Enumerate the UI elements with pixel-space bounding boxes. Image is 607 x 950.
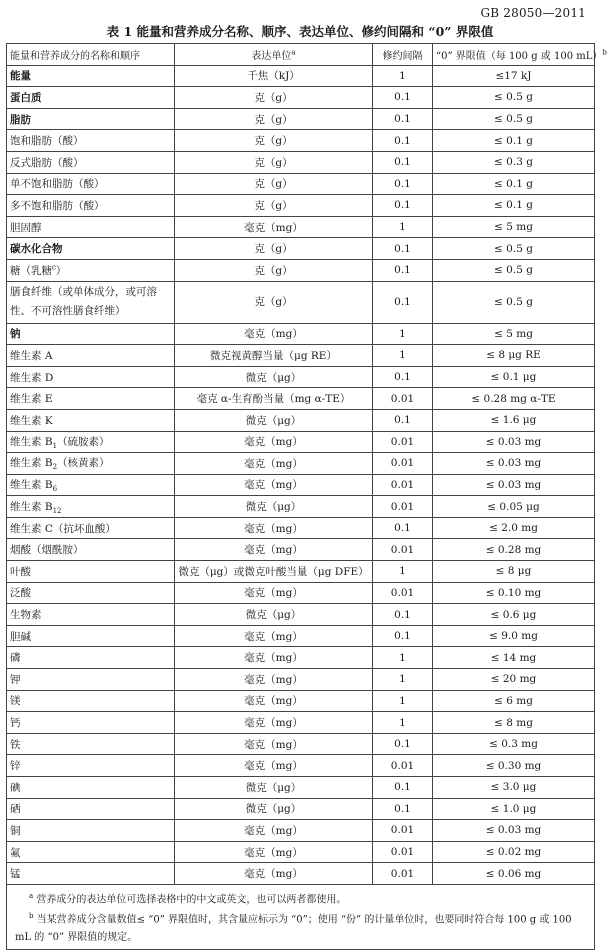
footnote-b: $^b$ 当某营养成分含量数值≤ “0” 界限值时，其含量应标示为 “0”；使用 “份” 的计量单位时，也要同时符合每 100 g 或 100 mL 的 “0” 界限值的规定。 — [15, 912, 572, 943]
interval-cell: 0.01 — [373, 431, 433, 453]
interval-cell: 0.01 — [373, 539, 433, 561]
interval-cell: 1 — [373, 647, 433, 669]
limit-cell: ≤ 0.1 g — [433, 173, 595, 195]
table-row — [7, 238, 595, 260]
interval-cell: 0.1 — [373, 409, 433, 431]
nutrient-table — [6, 43, 607, 950]
limit-cell: ≤ 6 mg — [433, 690, 595, 712]
interval-cell: 0.01 — [373, 841, 433, 863]
interval-cell: 0.1 — [373, 238, 433, 260]
interval-cell: 0.1 — [373, 195, 433, 217]
limit-cell: ≤ 0.10 mg — [433, 582, 595, 604]
limit-cell: ≤ 0.1 μg — [433, 366, 595, 388]
nutrient-name: 维生素 $B_1$（硫胺素） — [7, 431, 175, 453]
table-row — [7, 863, 595, 885]
limit-cell: ≤ 8 μg — [433, 561, 595, 583]
interval-cell: 0.01 — [373, 496, 433, 518]
interval-cell: 0.1 — [373, 798, 433, 820]
limit-cell: ≤ 5 mg — [433, 323, 595, 345]
table-row — [7, 841, 595, 863]
table-row — [7, 582, 595, 604]
table-row — [7, 431, 595, 453]
table-row — [7, 755, 595, 777]
limit-cell: ≤ 0.03 mg — [433, 453, 595, 475]
nutrient-name: 生物素 — [7, 604, 175, 626]
limit-cell: ≤ 0.05 μg — [433, 496, 595, 518]
header-limit: “0” 界限值（每 100 g 或 100 mL）$^b$ — [433, 44, 595, 66]
limit-cell: ≤ 0.5 g — [433, 108, 595, 130]
interval-cell: 0.01 — [373, 453, 433, 475]
nutrient-name: 钾 — [7, 669, 175, 691]
unit-cell: 微克（μg）或微克叶酸当量（μg DFE） — [175, 561, 373, 583]
table-row — [7, 366, 595, 388]
nutrient-name: 维生素 K — [7, 409, 175, 431]
nutrient-name: 维生素 C（抗坏血酸） — [7, 517, 175, 539]
unit-cell: 毫克（mg） — [175, 841, 373, 863]
unit-cell: 毫克 α-生育酚当量（mg α-TE） — [175, 388, 373, 410]
nutrient-name: 膳食纤维（或单体成分，或可溶性、不可溶性膳食纤维） — [7, 281, 175, 323]
unit-cell: 毫克（mg） — [175, 323, 373, 345]
limit-cell: ≤ 1.0 μg — [433, 798, 595, 820]
unit-cell: 克（g） — [175, 130, 373, 152]
table-row — [7, 604, 595, 626]
interval-cell: 0.1 — [373, 733, 433, 755]
table-row — [7, 517, 595, 539]
nutrient-name: 铁 — [7, 733, 175, 755]
table-row — [7, 733, 595, 755]
interval-cell: 0.1 — [373, 281, 433, 323]
table-row — [7, 669, 595, 691]
table-row — [7, 216, 595, 238]
unit-cell: 微克（μg） — [175, 409, 373, 431]
unit-cell: 微克（μg） — [175, 604, 373, 626]
interval-cell: 0.1 — [373, 173, 433, 195]
interval-cell: 1 — [373, 561, 433, 583]
nutrient-name: 胆碱 — [7, 625, 175, 647]
table-row — [7, 323, 595, 345]
limit-cell: ≤ 0.30 mg — [433, 755, 595, 777]
table-row — [7, 496, 595, 518]
table-row — [7, 539, 595, 561]
header-name: 能量和营养成分的名称和顺序 — [7, 44, 175, 66]
unit-cell: 克（g） — [175, 195, 373, 217]
table-row — [7, 259, 595, 281]
nutrient-name: 反式脂肪（酸） — [7, 151, 175, 173]
table-row — [7, 87, 595, 109]
header-interval: 修约间隔 — [373, 44, 433, 66]
nutrient-name: 维生素 E — [7, 388, 175, 410]
interval-cell: 0.01 — [373, 755, 433, 777]
interval-cell: 1 — [373, 669, 433, 691]
nutrient-name: 氟 — [7, 841, 175, 863]
unit-cell: 克（g） — [175, 173, 373, 195]
interval-cell: 0.1 — [373, 259, 433, 281]
nutrient-name: 铜 — [7, 820, 175, 842]
limit-cell: ≤ 20 mg — [433, 669, 595, 691]
unit-cell: 毫克（mg） — [175, 582, 373, 604]
interval-cell: 0.1 — [373, 625, 433, 647]
limit-cell: ≤ 9.0 mg — [433, 625, 595, 647]
table-row — [7, 173, 595, 195]
nutrient-name: 烟酸（烟酰胺） — [7, 539, 175, 561]
table-row — [7, 345, 595, 367]
limit-cell: ≤ 0.1 g — [433, 130, 595, 152]
unit-cell: 毫克（mg） — [175, 712, 373, 734]
limit-cell: ≤ 0.5 g — [433, 87, 595, 109]
unit-cell: 微克（μg） — [175, 798, 373, 820]
unit-cell: 毫克（mg） — [175, 474, 373, 496]
footnote-a: $^a$ 营养成分的表达单位可选择表格中的中文或英文，也可以两者都使用。 — [29, 891, 347, 906]
unit-cell: 微克（μg） — [175, 496, 373, 518]
table-row — [7, 453, 595, 475]
table-row — [7, 108, 595, 130]
table-row — [7, 130, 595, 152]
limit-cell: ≤ 0.03 mg — [433, 431, 595, 453]
limit-cell: ≤ 8 μg RE — [433, 345, 595, 367]
unit-cell: 毫克（mg） — [175, 431, 373, 453]
nutrient-name: 锌 — [7, 755, 175, 777]
table-row — [7, 195, 595, 217]
limit-cell: ≤ 0.5 g — [433, 281, 595, 323]
table-row — [7, 65, 595, 87]
unit-cell: 千焦（kJ） — [175, 65, 373, 87]
interval-cell: 0.1 — [373, 777, 433, 799]
unit-cell: 毫克（mg） — [175, 647, 373, 669]
limit-cell: ≤ 2.0 mg — [433, 517, 595, 539]
limit-cell: ≤ 0.28 mg — [433, 539, 595, 561]
unit-cell: 克（g） — [175, 87, 373, 109]
table-row — [7, 820, 595, 842]
interval-cell: 0.1 — [373, 517, 433, 539]
unit-cell: 毫克（mg） — [175, 820, 373, 842]
standard-number: GB 28050—2011 — [480, 6, 586, 20]
nutrient-name: 碳水化合物 — [7, 238, 175, 260]
limit-cell: ≤ 1.6 μg — [433, 409, 595, 431]
table-row — [7, 777, 595, 799]
nutrient-name: 碘 — [7, 777, 175, 799]
limit-cell: ≤ 0.02 mg — [433, 841, 595, 863]
unit-cell: 克（g） — [175, 238, 373, 260]
nutrient-name: 叶酸 — [7, 561, 175, 583]
limit-cell: ≤ 5 mg — [433, 216, 595, 238]
interval-cell: 0.1 — [373, 130, 433, 152]
table-row — [7, 388, 595, 410]
nutrient-table-container — [6, 43, 607, 950]
nutrient-name: 钙 — [7, 712, 175, 734]
table-row — [7, 474, 595, 496]
nutrient-name: 锰 — [7, 863, 175, 885]
header-unit: 表达单位$^a$ — [175, 44, 373, 66]
interval-cell: 1 — [373, 345, 433, 367]
nutrient-name: 单不饱和脂肪（酸） — [7, 173, 175, 195]
table-row — [7, 712, 595, 734]
table-row — [7, 647, 595, 669]
interval-cell: 0.01 — [373, 820, 433, 842]
limit-cell: ≤ 0.6 μg — [433, 604, 595, 626]
limit-cell: ≤ 0.3 g — [433, 151, 595, 173]
limit-cell: ≤ 0.1 g — [433, 195, 595, 217]
interval-cell: 1 — [373, 712, 433, 734]
limit-cell: ≤ 0.03 mg — [433, 474, 595, 496]
unit-cell: 毫克（mg） — [175, 216, 373, 238]
limit-cell: ≤ 0.5 g — [433, 259, 595, 281]
limit-cell: ≤ 0.3 mg — [433, 733, 595, 755]
nutrient-name: 胆固醇 — [7, 216, 175, 238]
unit-cell: 微克（μg） — [175, 366, 373, 388]
nutrient-name: 维生素 $B_{12}$ — [7, 496, 175, 518]
table-row — [7, 798, 595, 820]
table-row — [7, 625, 595, 647]
nutrient-name: 糖（乳糖$^c$） — [7, 259, 175, 281]
nutrient-name: 镁 — [7, 690, 175, 712]
table-row — [7, 690, 595, 712]
interval-cell: 1 — [373, 65, 433, 87]
interval-cell: 0.1 — [373, 108, 433, 130]
unit-cell: 克（g） — [175, 151, 373, 173]
unit-cell: 毫克（mg） — [175, 625, 373, 647]
nutrient-name: 钠 — [7, 323, 175, 345]
limit-cell: ≤ 0.28 mg α-TE — [433, 388, 595, 410]
table-row — [7, 151, 595, 173]
interval-cell: 0.1 — [373, 366, 433, 388]
unit-cell: 毫克（mg） — [175, 517, 373, 539]
interval-cell: 1 — [373, 323, 433, 345]
unit-cell: 毫克（mg） — [175, 539, 373, 561]
interval-cell: 0.1 — [373, 604, 433, 626]
nutrient-name: 硒 — [7, 798, 175, 820]
unit-cell: 毫克（mg） — [175, 863, 373, 885]
unit-cell: 微克（μg） — [175, 777, 373, 799]
unit-cell: 毫克（mg） — [175, 669, 373, 691]
unit-cell: 毫克（mg） — [175, 755, 373, 777]
nutrient-name: 磷 — [7, 647, 175, 669]
unit-cell: 克（g） — [175, 108, 373, 130]
interval-cell: 1 — [373, 690, 433, 712]
limit-cell: ≤ 0.03 mg — [433, 820, 595, 842]
unit-cell: 克（g） — [175, 281, 373, 323]
nutrient-name: 饱和脂肪（酸） — [7, 130, 175, 152]
unit-cell: 毫克（mg） — [175, 733, 373, 755]
interval-cell: 0.01 — [373, 863, 433, 885]
header-row — [7, 44, 595, 66]
interval-cell: 0.1 — [373, 151, 433, 173]
limit-cell: ≤17 kJ — [433, 65, 595, 87]
limit-cell: ≤ 3.0 μg — [433, 777, 595, 799]
nutrient-name: 多不饱和脂肪（酸） — [7, 195, 175, 217]
table-row — [7, 281, 595, 323]
unit-cell: 毫克（mg） — [175, 690, 373, 712]
unit-cell: 毫克（mg） — [175, 453, 373, 475]
limit-cell: ≤ 0.06 mg — [433, 863, 595, 885]
table-body — [7, 65, 595, 884]
interval-cell: 0.01 — [373, 582, 433, 604]
nutrient-name: 脂肪 — [7, 108, 175, 130]
table-row — [7, 561, 595, 583]
nutrient-name: 维生素 $B_2$（核黄素） — [7, 453, 175, 475]
nutrient-name: 维生素 $B_6$ — [7, 474, 175, 496]
nutrient-name: 蛋白质 — [7, 87, 175, 109]
limit-cell: ≤ 14 mg — [433, 647, 595, 669]
footnote-row — [7, 884, 595, 949]
limit-cell: ≤ 8 mg — [433, 712, 595, 734]
unit-cell: 克（g） — [175, 259, 373, 281]
interval-cell: 0.1 — [373, 87, 433, 109]
unit-cell: 微克视黄醇当量（μg RE） — [175, 345, 373, 367]
footnotes — [7, 884, 595, 949]
interval-cell: 1 — [373, 216, 433, 238]
nutrient-name: 泛酸 — [7, 582, 175, 604]
nutrient-name: 能量 — [7, 65, 175, 87]
interval-cell: 0.01 — [373, 474, 433, 496]
table-title: 表 1 能量和营养成分名称、顺序、表达单位、修约间隔和 “0” 界限值 — [106, 24, 494, 39]
limit-cell: ≤ 0.5 g — [433, 238, 595, 260]
table-row — [7, 409, 595, 431]
nutrient-name: 维生素 A — [7, 345, 175, 367]
nutrient-name: 维生素 D — [7, 366, 175, 388]
interval-cell: 0.01 — [373, 388, 433, 410]
